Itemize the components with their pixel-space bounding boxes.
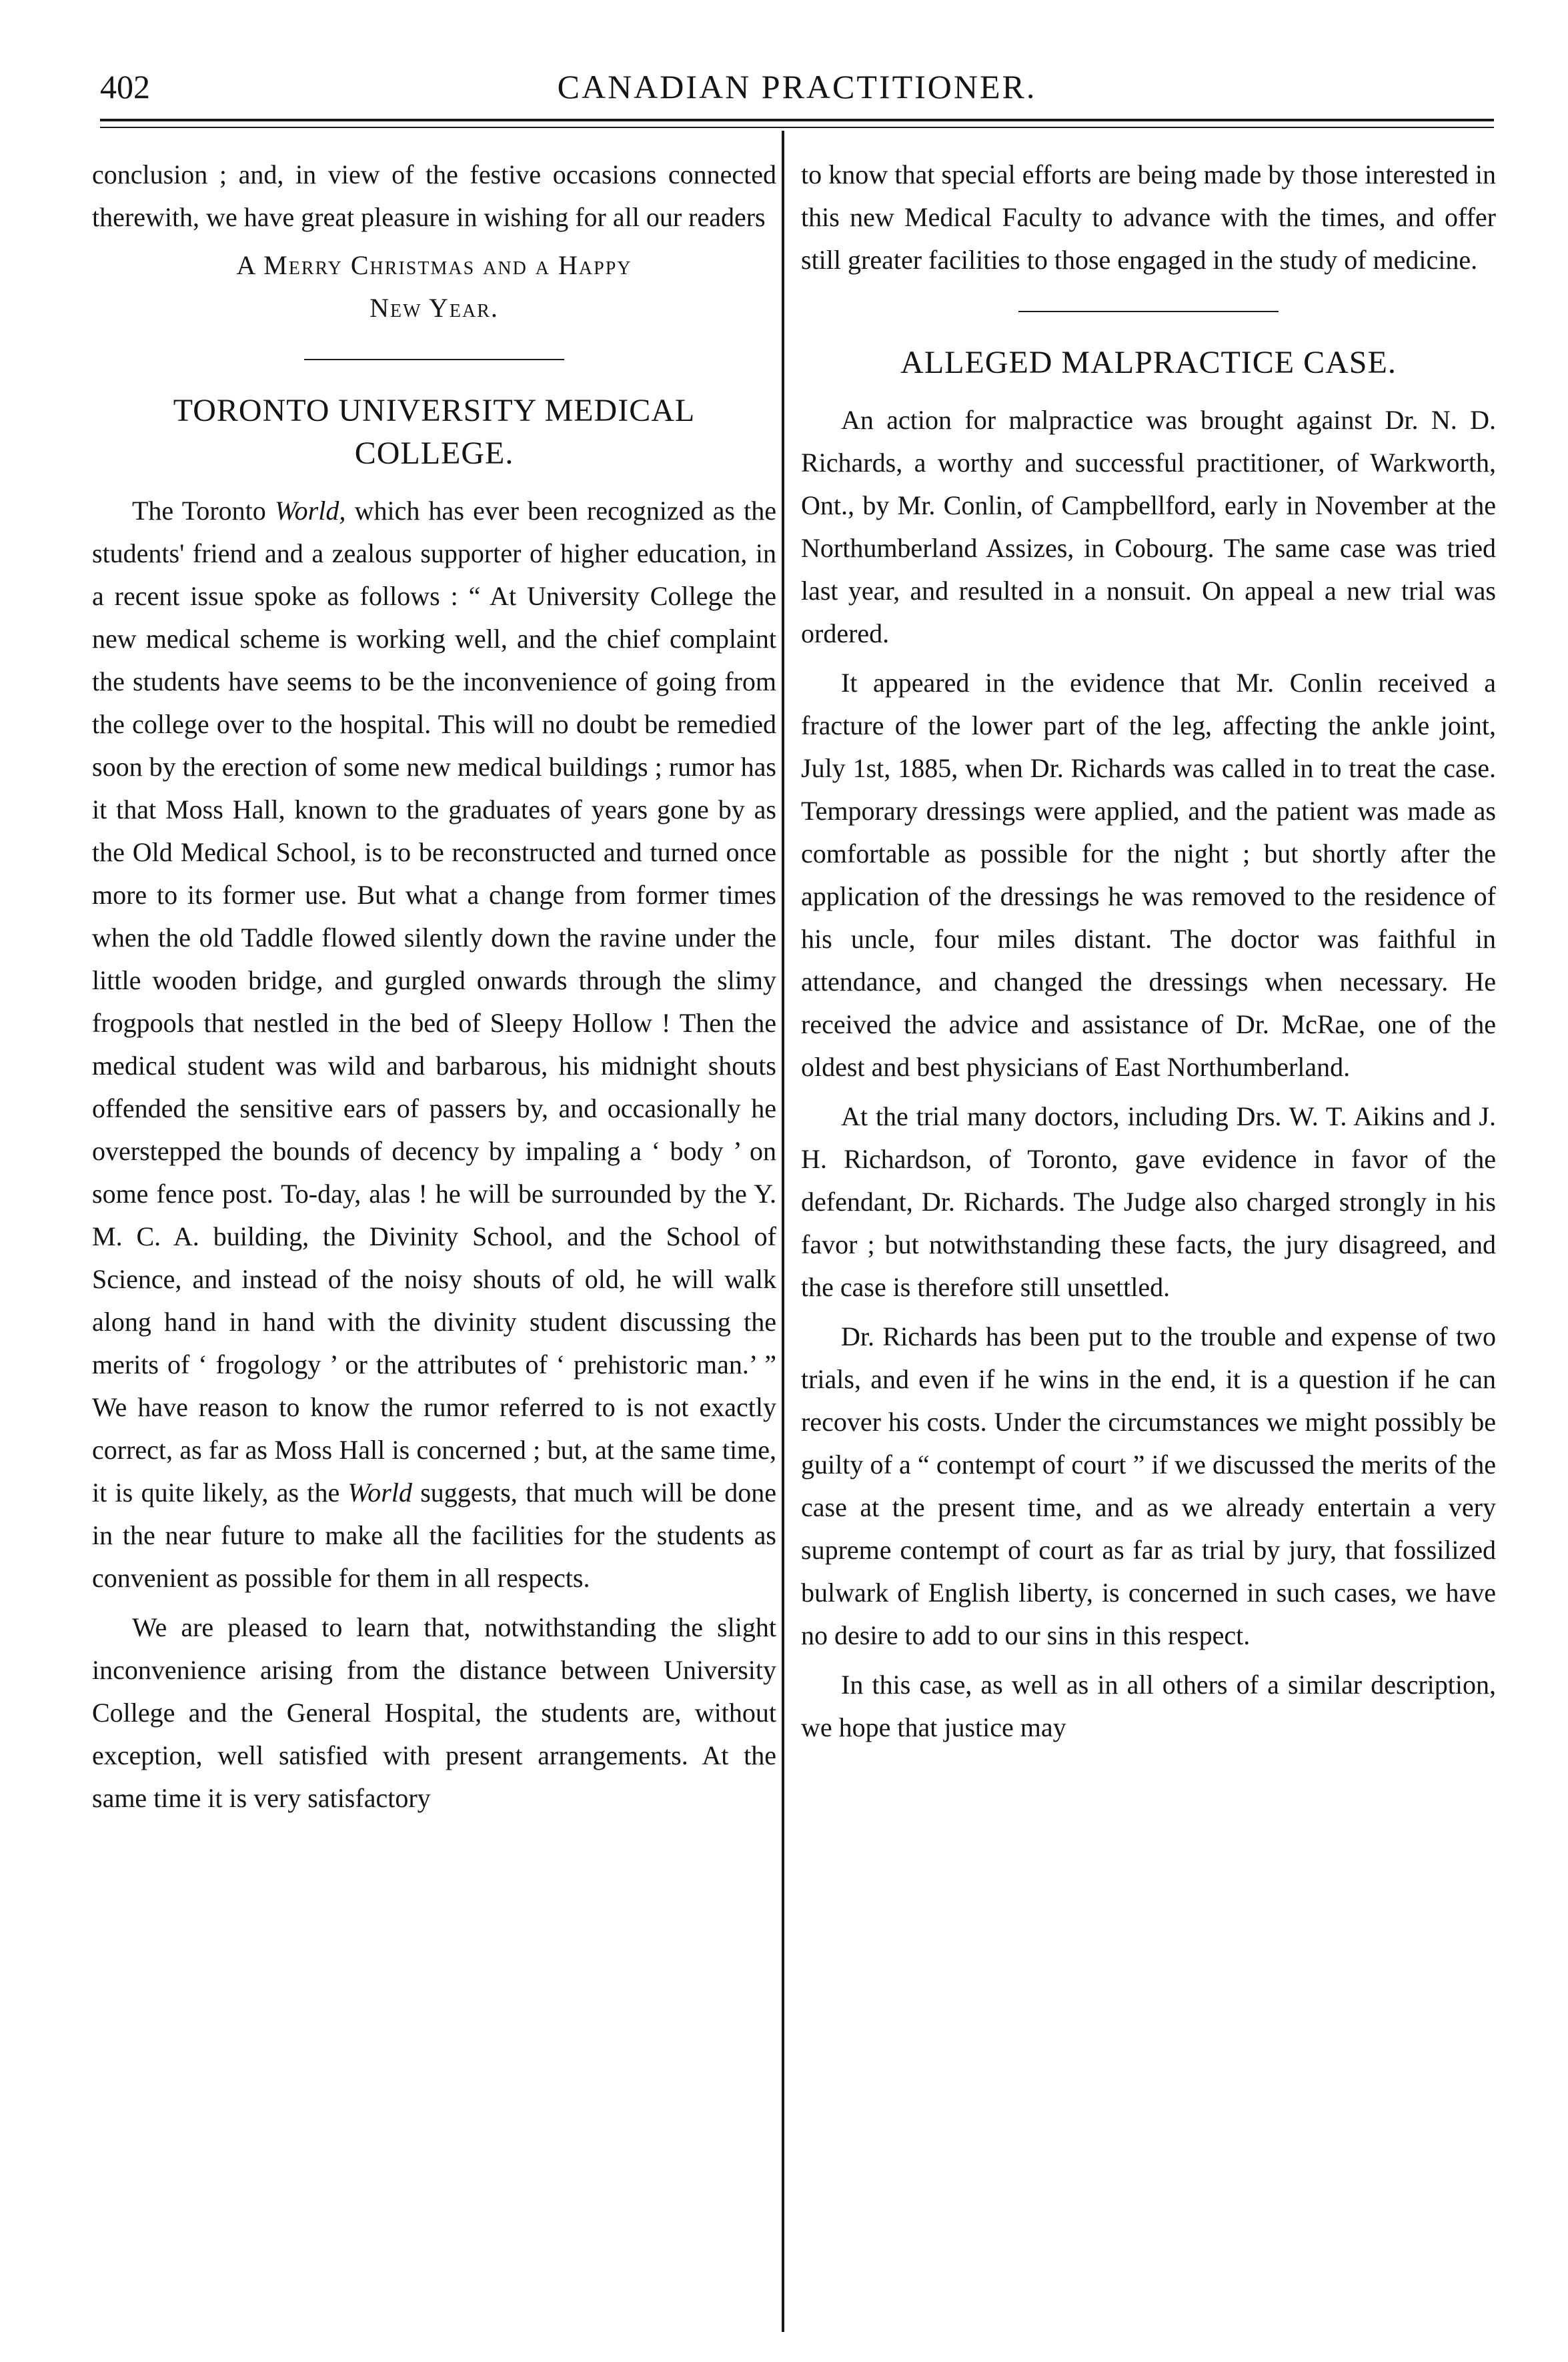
section-divider bbox=[304, 359, 564, 360]
column-divider bbox=[782, 131, 784, 2332]
article-paragraph: An action for malpractice was brought against Dr. N. D. Richards, a worthy and successful practitioner, of Warkworth, Ont., by Mr. Conlin, of Campbellford, early in November at the Northumberland Assizes, in Cobourg. The same case was tried last year, and resulted in a nonsuit. On appeal a new trial was ordered. bbox=[801, 405, 1496, 648]
running-head bbox=[100, 60, 1494, 113]
paragraph-text: suggests, that much will be done in the near future to make all the facilities for the students as convenient as possible for them in all respects. bbox=[92, 1478, 776, 1593]
header-rule-thin bbox=[100, 127, 1494, 128]
right-column bbox=[801, 153, 1496, 1749]
article-title-toronto: TORONTO UNIVERSITY MEDICAL COLLEGE. bbox=[173, 393, 696, 471]
article-paragraph: We are pleased to learn that, notwithstanding the slight inconvenience arising from the distance between University College and the General Hospital, the students are, without exception, well satisfied with present arrangements. At the same time it is very satisfactory bbox=[92, 1612, 776, 1813]
greeting-line-1: A Merry Christmas and a Happy bbox=[236, 250, 632, 280]
paragraph-text: which has ever been recognized as the students' friend and a zealous supporter of higher education, in a recent issue spoke as follows : “ At University College the new medical scheme is working well, and the chief complaint the students have seems to be the inconvenience of going from the college over to the hospital. This will no doubt be remedied soon by the erection of some new medical buildings ; rumor has it that Moss Hall, known to the graduates of years gone by as the Old Medical School, is to be reconstructed and turned once more to its former use. But what a change from former times when the old Taddle flowed silently down the ravine under the little wooden bridge, and gurgled onwards through the slimy frogpools that nestled in the bed of Sleepy Hollow ! Then the medical student was wild and barbarous, his midnight shouts offended the sensitive ears of passers by, and occasionally he overstepped the bounds of decency by impaling a ‘ body ’ on some fence post. To-day, alas ! he will be surrounded by the Y. M. C. A. building, the Divinity School, and the School of Science, and instead of the noisy shouts of old, he will walk along hand in hand with the divinity student discussing the merits of ‘ frogology ’ or the attributes of ‘ prehistoric man.’ ” We have reason to know the rumor referred to is not exactly correct, as far as Moss Hall is concerned ; but, at the same time, it is quite likely, as the bbox=[92, 496, 777, 1508]
header-rule-thick bbox=[100, 119, 1494, 121]
left-column bbox=[92, 153, 776, 1820]
article-paragraph: At the trial many doctors, including Drs. W. T. Aikins and J. H. Richardson, of Toronto, gave evidence in favor of the defendant, Dr. Richards. The Judge also charged strongly in his favor ; but notwithstanding these facts, the jury disagreed, and the case is therefore still unsettled. bbox=[801, 1101, 1496, 1302]
article-paragraph: Dr. Richards has been put to the trouble and expense of two trials, and even if he wins in the end, it is a question if he can recover his costs. Under the circumstances we might possibly be guilty of a “ contempt of court ” if we discussed the merits of the case at the present time, and as we already entertain a very supreme contempt of court as far as trial by jury, that fossilized bulwark of English liberty, is concerned in such cases, we have no desire to add to our sins in this respect. bbox=[801, 1321, 1496, 1650]
continued-paragraph: conclusion ; and, in view of the festive occasions connected therewith, we have great pleasure in wishing for all our readers bbox=[92, 159, 776, 232]
section-divider bbox=[1018, 311, 1279, 312]
newspaper-name: World bbox=[347, 1478, 412, 1508]
continued-paragraph: to know that special efforts are being made by those interested in this new Medical Faculty to advance with the times, and offer still greater facilities to those engaged in the study of medicine. bbox=[801, 159, 1496, 275]
paragraph-text: The Toronto bbox=[132, 496, 275, 526]
newspaper-name: World, bbox=[275, 496, 346, 526]
article-title-malpractice: ALLEGED MALPRACTICE CASE. bbox=[900, 345, 1397, 380]
page-number: 402 bbox=[100, 68, 150, 105]
greeting-line-2: New Year. bbox=[369, 293, 499, 323]
article-paragraph bbox=[92, 490, 776, 1600]
holiday-greeting bbox=[92, 244, 776, 330]
journal-title: CANADIAN PRACTITIONER. bbox=[557, 68, 1037, 105]
article-paragraph: It appeared in the evidence that Mr. Conlin received a fracture of the lower part of the leg, affecting the ankle joint, July 1st, 1885, when Dr. Richards was called in to treat the case. Temporary dressings were applied, and the patient was made as comfortable as possible for the night ; but shortly after the application of the dressings he was removed to the residence of his uncle, four miles distant. The doctor was faithful in attendance, and changed the dressings when necessary. He received the advice and assistance of Dr. McRae, one of the oldest and best physicians of East Northumberland. bbox=[801, 668, 1496, 1082]
article-paragraph: In this case, as well as in all others of a similar description, we hope that justice may bbox=[801, 1670, 1496, 1742]
